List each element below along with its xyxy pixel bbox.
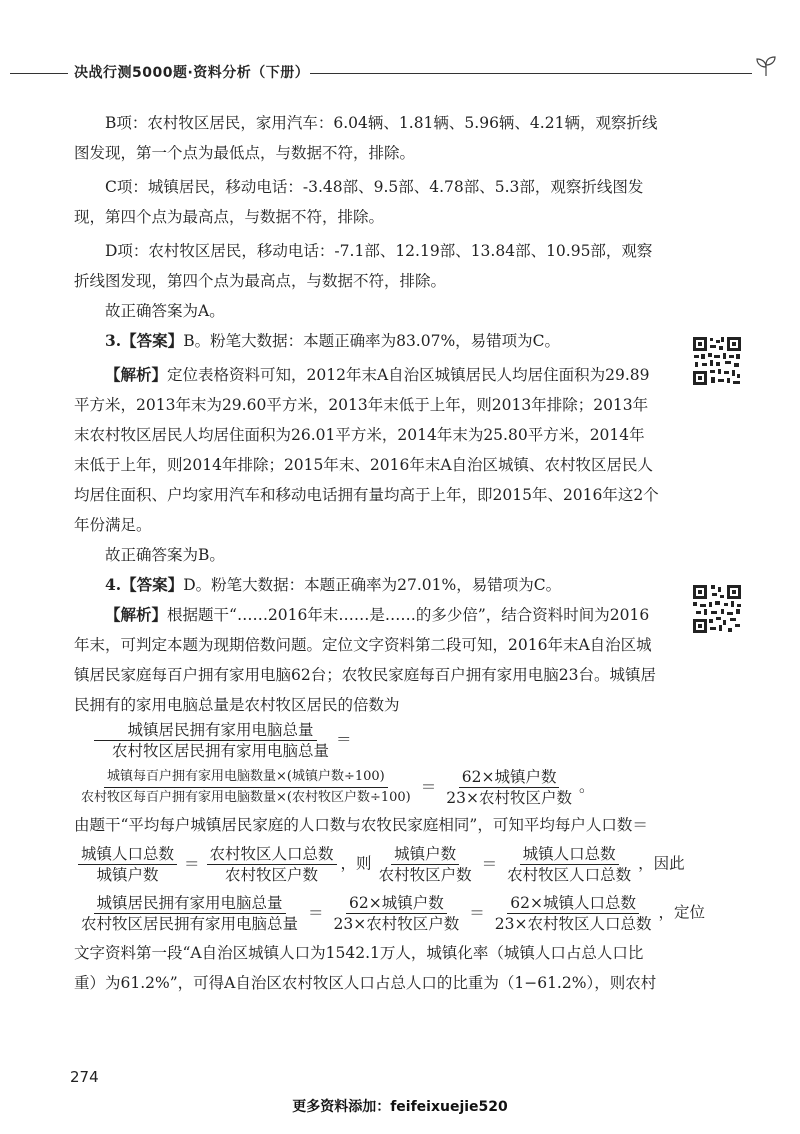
q3-answer-text: B。粉笔大数据：本题正确率为83.07%，易错项为C。 (183, 332, 561, 350)
formula-line-1: $\frac{\text{城镇每百户拥有家用电脑数量×(城镇户数÷100)}}{\text{农村牧区每百户拥有家用电脑数量×(农村牧区户数÷100)}}$ ＝ $\frac{\text{62×城镇户数}}{\text{23×农村牧区户数}}$ 。 (74, 767, 659, 808)
page-number: 274 (70, 1068, 99, 1086)
fraction-per-hundred: $\frac{\text{城镇每百户拥有家用电脑数量×(城镇户数÷100)}}{\text{农村牧区每百户拥有家用电脑数量×(农村牧区户数÷100)}}$ (81, 769, 411, 805)
fraction-computers-ratio: $\frac{\text{城镇居民拥有家用电脑总量}}{\text{农村牧区居民拥有家用电脑总量}}$ (78, 720, 332, 761)
qr-code-icon (692, 584, 742, 634)
q3-analysis-label: 【解析】 (105, 365, 168, 384)
fraction-household-ratio: $\frac{\text{城镇户数}}{\text{农村牧区户数}}$ (378, 845, 472, 884)
option-c-analysis: C项：城镇居民，移动电话：-3.48部、9.5部、4.78部、5.3部，观察折线图发现，第四个点为最高点，与数据不符，排除。 (74, 178, 644, 226)
fraction-households-2: $\frac{\text{62×城镇户数}}{\text{23×农村牧区户数}}$ (333, 894, 460, 933)
fraction-urban-persons: $\frac{\text{城镇人口总数}}{\text{城镇户数}}$ (78, 844, 177, 885)
q3-analysis-text: 定位表格资料可知，2012年末A自治区城镇居民人均居住面积为29.89平方米，2013年末为29.60平方米，2013年末低于上年，则2013年排除；2013年末农村牧区居民人均居住面积为26.01平方米，2014年末为25.80平方米，2014年末低于上年，则2014年排除；2015年末、2016年末A自治区城镇、农村牧区居民人均居住面积、户均家用汽车和移动电话拥有量均高于上年，即2015年、2016年这2个年份满足。 (74, 366, 659, 534)
option-d-analysis: D项：农村牧区居民，移动电话：-7.1部、12.19部、13.84部、10.95部，观察折线图发现，第四个点为最高点，与数据不符，排除。 (74, 242, 653, 290)
q3-analysis (74, 360, 659, 540)
q4-answer-text: D。粉笔大数据：本题正确率为27.01%，易错项为C。 (183, 576, 562, 594)
footer-note: 更多资料添加：feifeixuejie520 (292, 1099, 508, 1115)
q3-answer-label: 3.【答案】 (105, 331, 184, 350)
option-b-analysis: B项：农村牧区居民，家用汽车：6.04辆、1.81辆、5.96辆、4.21辆，观察折线图发现，第一个点为最低点，与数据不符，排除。 (74, 114, 658, 162)
qr-code-icon (692, 336, 742, 386)
fraction-population: $\frac{\text{62×城镇人口总数}}{\text{23×农村牧区人口总数}}$ (494, 894, 652, 933)
q4-answer (74, 570, 659, 600)
fraction-rural-persons: $\frac{\text{农村牧区人口总数}}{\text{农村牧区户数}}$ (207, 844, 337, 885)
conclusion-b: 故正确答案为B。 (105, 546, 225, 564)
q4-analysis-text: 根据题干“……2016年末……是……的多少倍”，结合资料时间为2016年末，可判定本题为现期倍数问题。定位文字资料第二段可知，2016年末A自治区城镇居民家庭每百户拥有家用电脑62台；农牧民家庭每百户拥有家用电脑23台。城镇居民拥有的家用电脑总量是农村牧区居民的倍数为 (74, 606, 656, 714)
fraction-population-ratio: $\frac{\text{城镇人口总数}}{\text{农村牧区人口总数}}$ (507, 845, 632, 884)
fraction-households: $\frac{\text{62×城镇户数}}{\text{23×农村牧区户数}}$ (446, 768, 572, 807)
formula-line-2: $\frac{\text{城镇人口总数}}{\text{城镇户数}}$ ＝ $\frac{\text{农村牧区人口总数}}{\text{农村牧区户数}}$ ，则 $\frac{\text{城镇户数}}{\text{农村牧区户数}}$ ＝ $\frac{\text{城镇人口总数}}{\text{农村牧区人口总数}}$ ，因此 (74, 844, 659, 885)
q4-answer-label: 4.【答案】 (105, 575, 184, 594)
book-title: 决战行测5000题·资料分析（下册） (74, 65, 310, 81)
conclusion-a: 故正确答案为A。 (105, 302, 225, 320)
q3-answer (74, 326, 659, 356)
sprout-icon (754, 54, 778, 78)
q4-mid-text: 由题干“平均每户城镇居民家庭的人口数与农牧民家庭相同”，可知平均每户人口数＝ (74, 816, 648, 834)
fraction-total-ratio: $\frac{\text{城镇居民拥有家用电脑总量}}{\text{农村牧区居民拥有家用电脑总量}}$ (81, 894, 299, 933)
page-body (74, 108, 706, 998)
q4-analysis-label: 【解析】 (105, 605, 168, 624)
running-header (10, 62, 772, 86)
q4-tail-text: 文字资料第一段“A自治区城镇人口为1542.1万人，城镇化率（城镇人口占总人口比重）为61.2%”，可得A自治区农村牧区人口占总人口的比重为（1−61.2%），则农村 (74, 944, 657, 992)
header-rule-right (310, 73, 752, 74)
header-rule-left (10, 73, 68, 74)
formula-line-3: $\frac{\text{城镇居民拥有家用电脑总量}}{\text{农村牧区居民拥有家用电脑总量}}$ ＝ $\frac{\text{62×城镇户数}}{\text{23×农村牧区户数}}$ ＝ $\frac{\text{62×城镇人口总数}}{\text{23×农村牧区人口总数}}$ ，定位 (74, 893, 659, 934)
q4-analysis: 【解析】根据题干“……2016年末……是……的多少倍”，结合资料时间为2016年末，可判定本题为现期倍数问题。定位文字资料第二段可知，2016年末A自治区城镇居民家庭每百户拥有家用电脑62台；农牧民家庭每百户拥有家用电脑23台。城镇居民拥有的家用电脑总量是农村牧区居民的倍数为 $\frac{\text{城镇居民拥有家用电脑总量}}{\text{农村牧区居民拥有家用电脑总量}}$ ＝ (74, 605, 656, 760)
